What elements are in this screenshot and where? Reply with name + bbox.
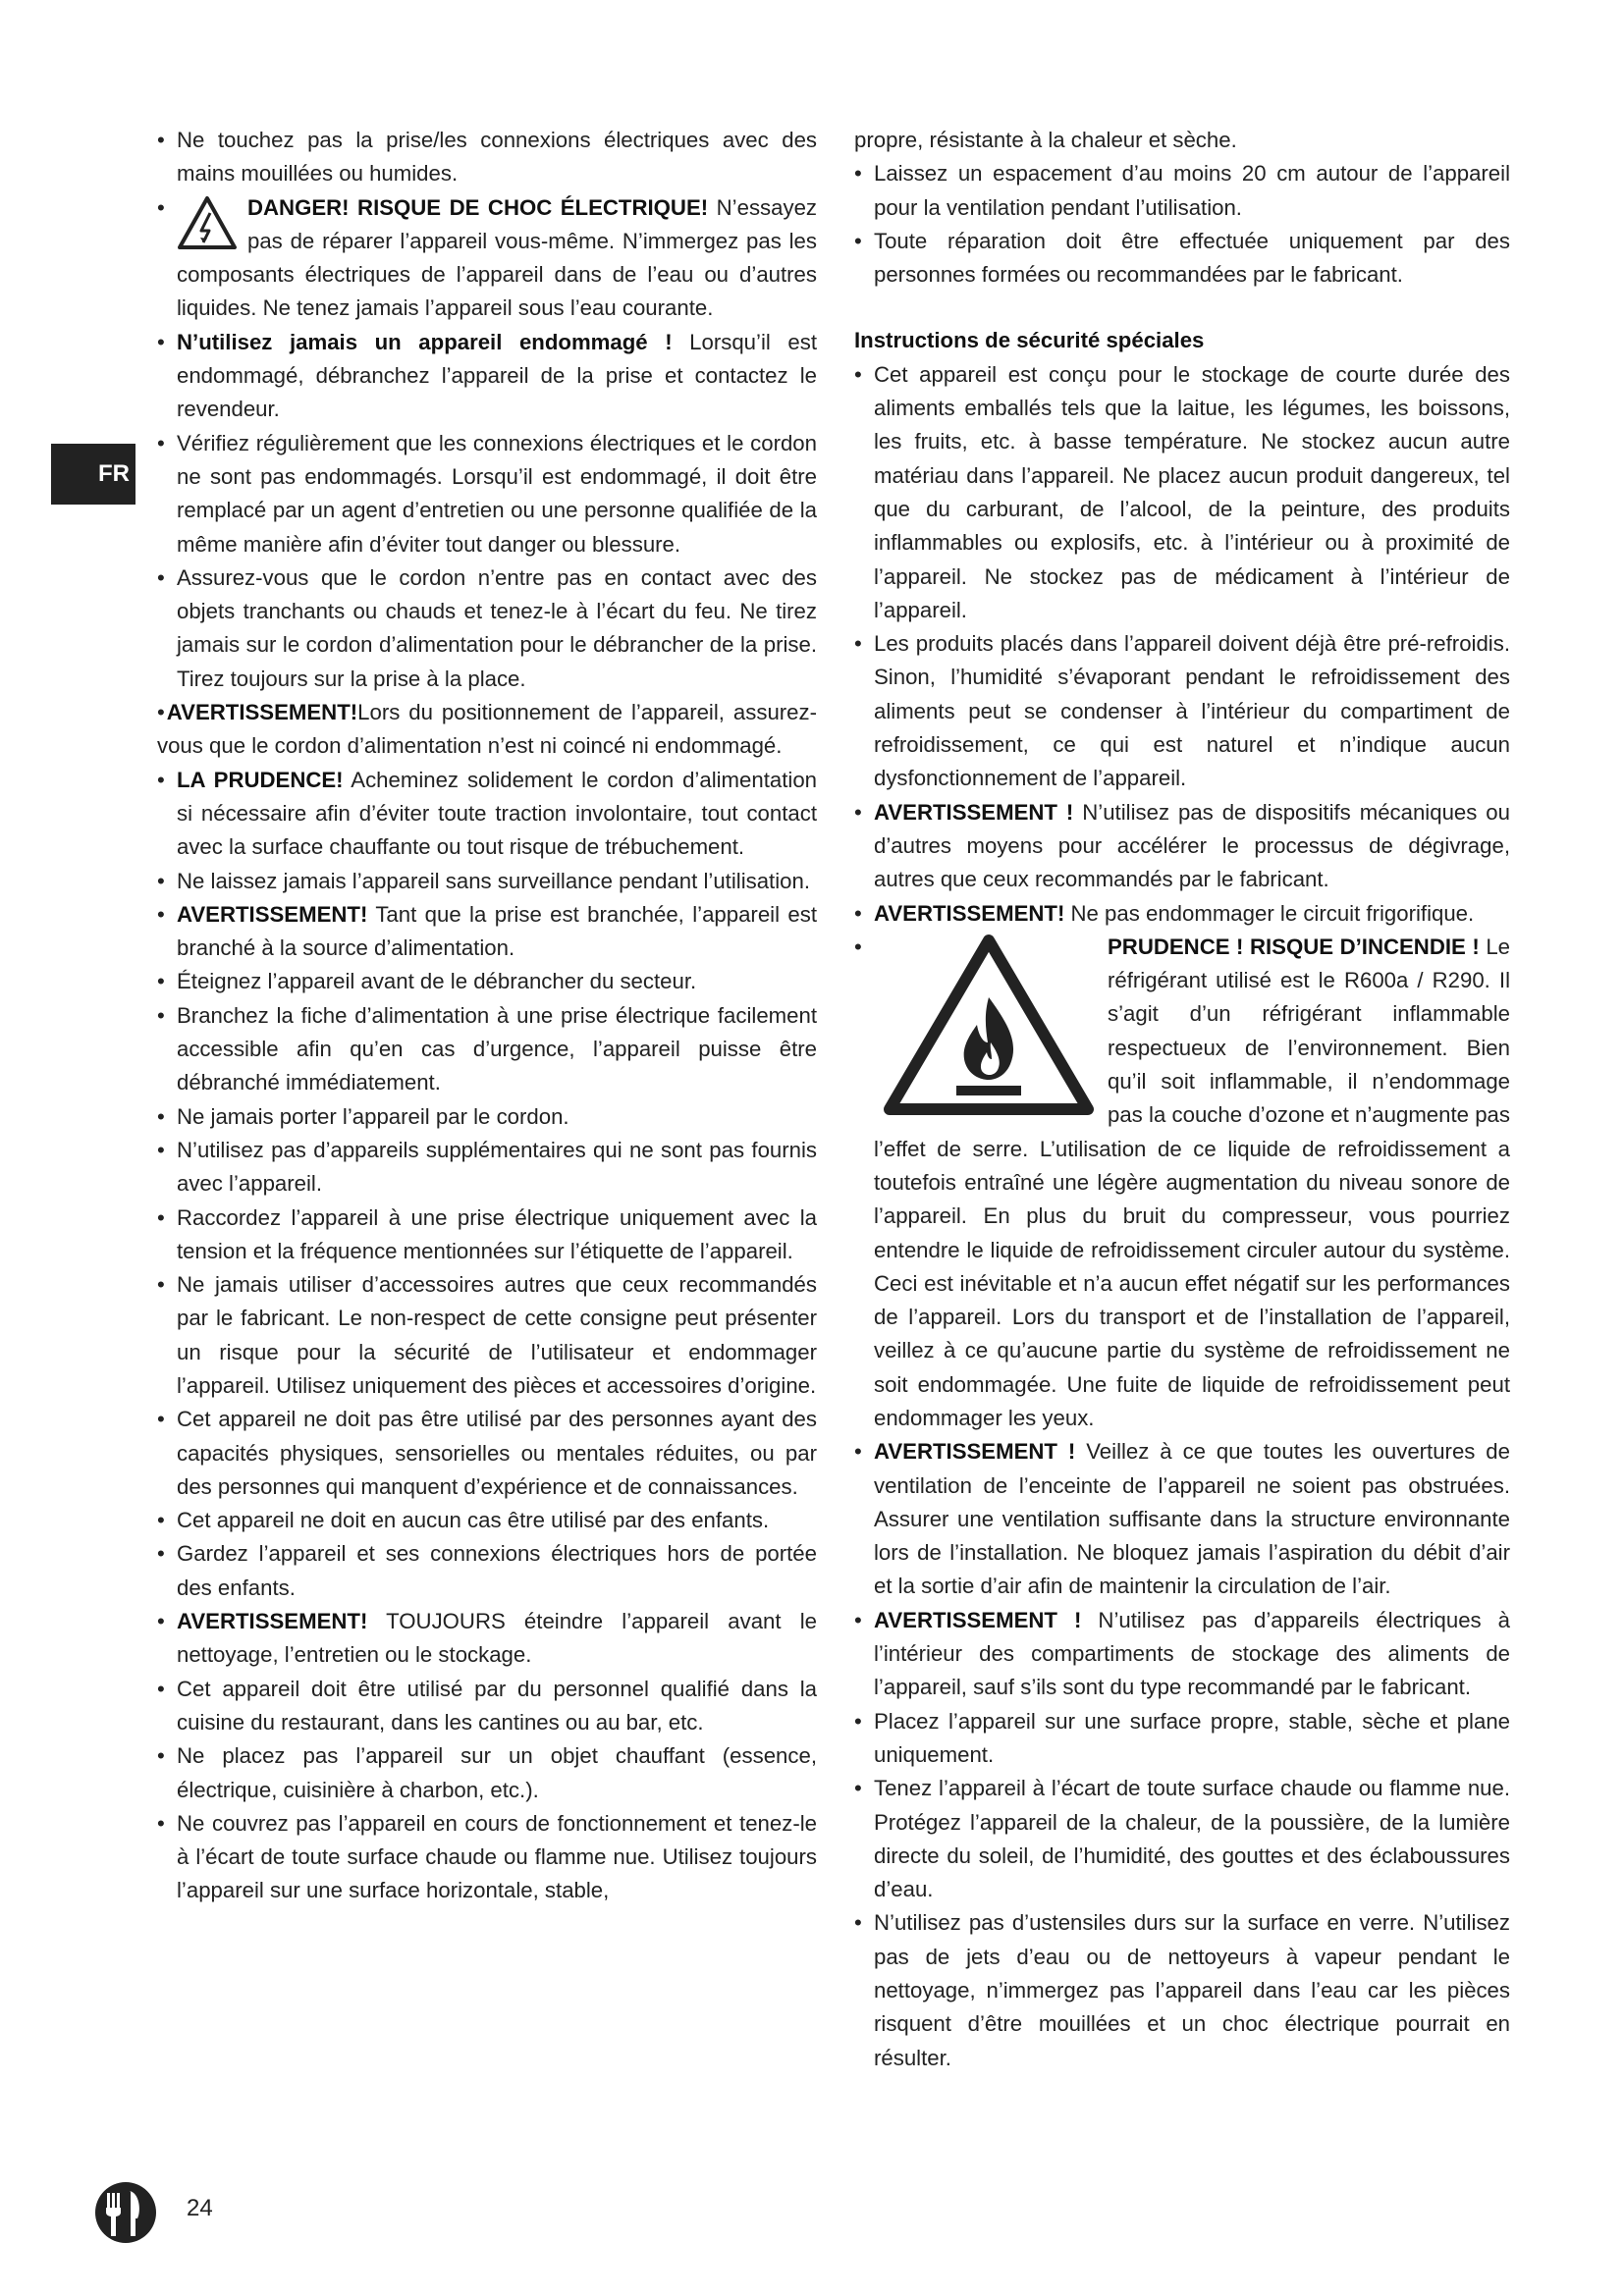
list-item: • Ne laissez jamais l’appareil sans surveillance pendant l’utilisation. [157, 865, 817, 898]
right-column [854, 124, 1510, 2075]
list-item: • Gardez l’appareil et ses connexions électriques hors de portée des enfants. [157, 1537, 817, 1605]
list-item: • Ne placez pas l’appareil sur un objet chauffant (essence, électrique, cuisinière à charbon, etc.). [157, 1739, 817, 1807]
list-item: • Toute réparation doit être effectuée uniquement par des personnes formées ou recommandées par le fabricant. [854, 225, 1510, 293]
list-item: • N’utilisez jamais un appareil endommagé ! Lorsqu’il est endommagé, débranchez l’appareil de la prise et contactez le revendeur. [157, 326, 817, 427]
list-item: • AVERTISSEMENT! Ne pas endommager le circuit frigorifique. [854, 897, 1510, 931]
list-item: • Ne touchez pas la prise/les connexions électriques avec des mains mouillées ou humides. [157, 124, 817, 191]
list-item: • Cet appareil ne doit en aucun cas être utilisé par des enfants. [157, 1504, 817, 1537]
list-item: • AVERTISSEMENT ! N’utilisez pas de dispositifs mécaniques ou d’autres moyens pour accélérer le processus de dégivrage, autres que ceux recommandés par le fabricant. [854, 796, 1510, 897]
list-item: • AVERTISSEMENT ! Veillez à ce que toutes les ouvertures de ventilation de l’enceinte de l’appareil ne soient pas obstruées. Assurer une ventilation suffisante dans la structure environnante lors de l’installation. Ne bloquez jamais l’aspiration du débit d’air et la sortie d’air afin de maintenir la circulation de l’air. [854, 1435, 1510, 1603]
language-tab-label: FR [98, 460, 130, 487]
list-item: • N’utilisez pas d’ustensiles durs sur la surface en verre. N’utilisez pas de jets d’eau ou de nettoyeurs à vapeur pendant le nettoyage, n’immergez pas l’appareil dans l’eau car les pièces risquent d’être mouillées et un choc électrique pourrait en résulter. [854, 1906, 1510, 2074]
list-item: • Assurez-vous que le cordon n’entre pas en contact avec des objets tranchants ou chauds et tenez-le à l’écart du feu. Ne tirez jamais sur le cordon d’alimentation pour le débrancher de la prise. Tirez toujours sur la prise à la place. [157, 561, 817, 696]
list-item: • Cet appareil ne doit pas être utilisé par des personnes ayant des capacités physiques, sensorielles ou mentales réduites, ou par des personnes qui manquent d’expérience et de connaissances. [157, 1403, 817, 1504]
list-item: • Éteignez l’appareil avant de le débrancher du secteur. [157, 965, 817, 998]
list-item: • Ne jamais porter l’appareil par le cordon. [157, 1100, 817, 1134]
page-number: 24 [187, 2195, 213, 2221]
list-item: • Laissez un espacement d’au moins 20 cm autour de l’appareil pour la ventilation pendant l’utilisation. [854, 157, 1510, 225]
continuation-text: propre, résistante à la chaleur et sèche. [854, 128, 1237, 152]
left-column [157, 124, 817, 1908]
list-item: • Raccordez l’appareil à une prise électrique uniquement avec la tension et la fréquence mentionnées sur l’étiquette de l’appareil. [157, 1201, 817, 1269]
section-heading: Instructions de sécurité spéciales [854, 328, 1205, 353]
list-item: • Ne couvrez pas l’appareil en cours de fonctionnement et tenez-le à l’écart de toute surface chaude ou flamme nue. Utilisez toujours l’appareil sur une surface horizontale, stable, [157, 1807, 817, 1908]
cutlery-logo-icon [94, 2181, 157, 2244]
danger-keyword: DANGER! RISQUE DE CHOC ÉLECTRIQUE! [247, 194, 709, 220]
list-item: • Ne jamais utiliser d’accessoires autres que ceux recommandés par le fabricant. Le non-respect de cette consigne peut présenter un risque pour la sécurité de l’utilisateur et endommager l’appareil. Utilisez uniquement des pièces et accessoires d’origine. [157, 1268, 817, 1403]
list-item: • Tenez l’appareil à l’écart de toute surface chaude ou flamme nue. Protégez l’appareil de la chaleur, de la poussière, de la lumière directe du soleil, de l’humidité, des gouttes et des éclaboussures d’eau. [854, 1772, 1510, 1906]
list-item: • AVERTISSEMENT! TOUJOURS éteindre l’appareil avant le nettoyage, l’entretien ou le stockage. [157, 1605, 817, 1673]
list-item: • Branchez la fiche d’alimentation à une prise électrique facilement accessible afin qu’en cas d’urgence, l’appareil puisse être débranché immédiatement. [157, 999, 817, 1100]
electric-hazard-icon [177, 195, 238, 250]
list-item: • Placez l’appareil sur une surface propre, stable, sèche et plane uniquement. [854, 1705, 1510, 1773]
list-item: • LA PRUDENCE! Acheminez solidement le cordon d’alimentation si nécessaire afin d’éviter toute traction involontaire, tout contact avec la surface chauffante ou tout risque de trébuchement. [157, 764, 817, 865]
list-item: • AVERTISSEMENT ! N’utilisez pas d’appareils électriques à l’intérieur des compartiments de stockage des aliments de l’appareil, sauf s’ils sont du type recommandé par le fabricant. [854, 1604, 1510, 1705]
language-tab [51, 444, 135, 505]
list-item-fire: • PRUDENCE ! RISQUE D’INCENDIE ! Le réfrigérant utilisé est le R600a / R290. Il s’agit d’un réfrigérant inflammable respectueux de l’environnement. Bien qu’il soit inflammable, il n’endommage pas la couche d’ozone et n’augmente pas l’effet de serre. L’utilisation de ce liquide de refroidissement a toutefois entraîné une légère augmentation du niveau sonore de l’appareil. En plus du bruit du compresseur, vous pourriez entendre le liquide de refroidissement circuler autour du système. Ceci est inévitable et n’a aucun effet négatif sur les performances de l’appareil. Lors du transport et de l’installation de l’appareil, veillez à ce qu’aucune partie du système de refroidissement ne soit endommagée. Une fuite de liquide de refroidissement peut endommager les yeux. [854, 931, 1510, 1435]
list-item: • Vérifiez régulièrement que les connexions électriques et le cordon ne sont pas endommagés. Lorsqu’il est endommagé, il doit être remplacé par un agent d’entretien ou une personne qualifiée de la même manière afin d’éviter tout danger ou blessure. [157, 427, 817, 561]
list-item: • AVERTISSEMENT! Tant que la prise est branchée, l’appareil est branché à la source d’alimentation. [157, 898, 817, 966]
flammable-warning-icon [882, 933, 1096, 1117]
list-item: • AVERTISSEMENT!Lors du positionnement de l’appareil, assurez-vous que le cordon d’alimentation n’est ni coincé ni endommagé. [157, 696, 817, 764]
list-item-danger: • DANGER! RISQUE DE CHOC ÉLECTRIQUE! N’essayez pas de réparer l’appareil vous-même. N’immergez pas les composants électriques de l’appareil dans de l’eau ou d’autres liquides. Ne tenez jamais l’appareil sous l’eau courante. [157, 191, 817, 326]
list-item: • N’utilisez pas d’appareils supplémentaires qui ne sont pas fournis avec l’appareil. [157, 1134, 817, 1201]
list-item: • Cet appareil doit être utilisé par du personnel qualifié dans la cuisine du restaurant, dans les cantines ou au bar, etc. [157, 1673, 817, 1740]
list-item: • Les produits placés dans l’appareil doivent déjà être pré-refroidis. Sinon, l’humidité s’évaporant pendant le refroidissement des aliments peut se condenser à l’intérieur du compartiment de refroidissement, ce qui est naturel et n’indique aucun dysfonctionnement de l’appareil. [854, 627, 1510, 795]
list-item: • Cet appareil est conçu pour le stockage de courte durée des aliments emballés tels que la laitue, les légumes, les boissons, les fruits, etc. à basse température. Ne stockez aucun autre matériau dans l’appareil. Ne placez aucun produit dangereux, tel que du carburant, de l’alcool, de la peinture, des produits inflammables ou explosifs, etc. à l’intérieur ou à proximité de l’appareil. Ne stockez pas de médicament à l’intérieur de l’appareil. [854, 358, 1510, 627]
